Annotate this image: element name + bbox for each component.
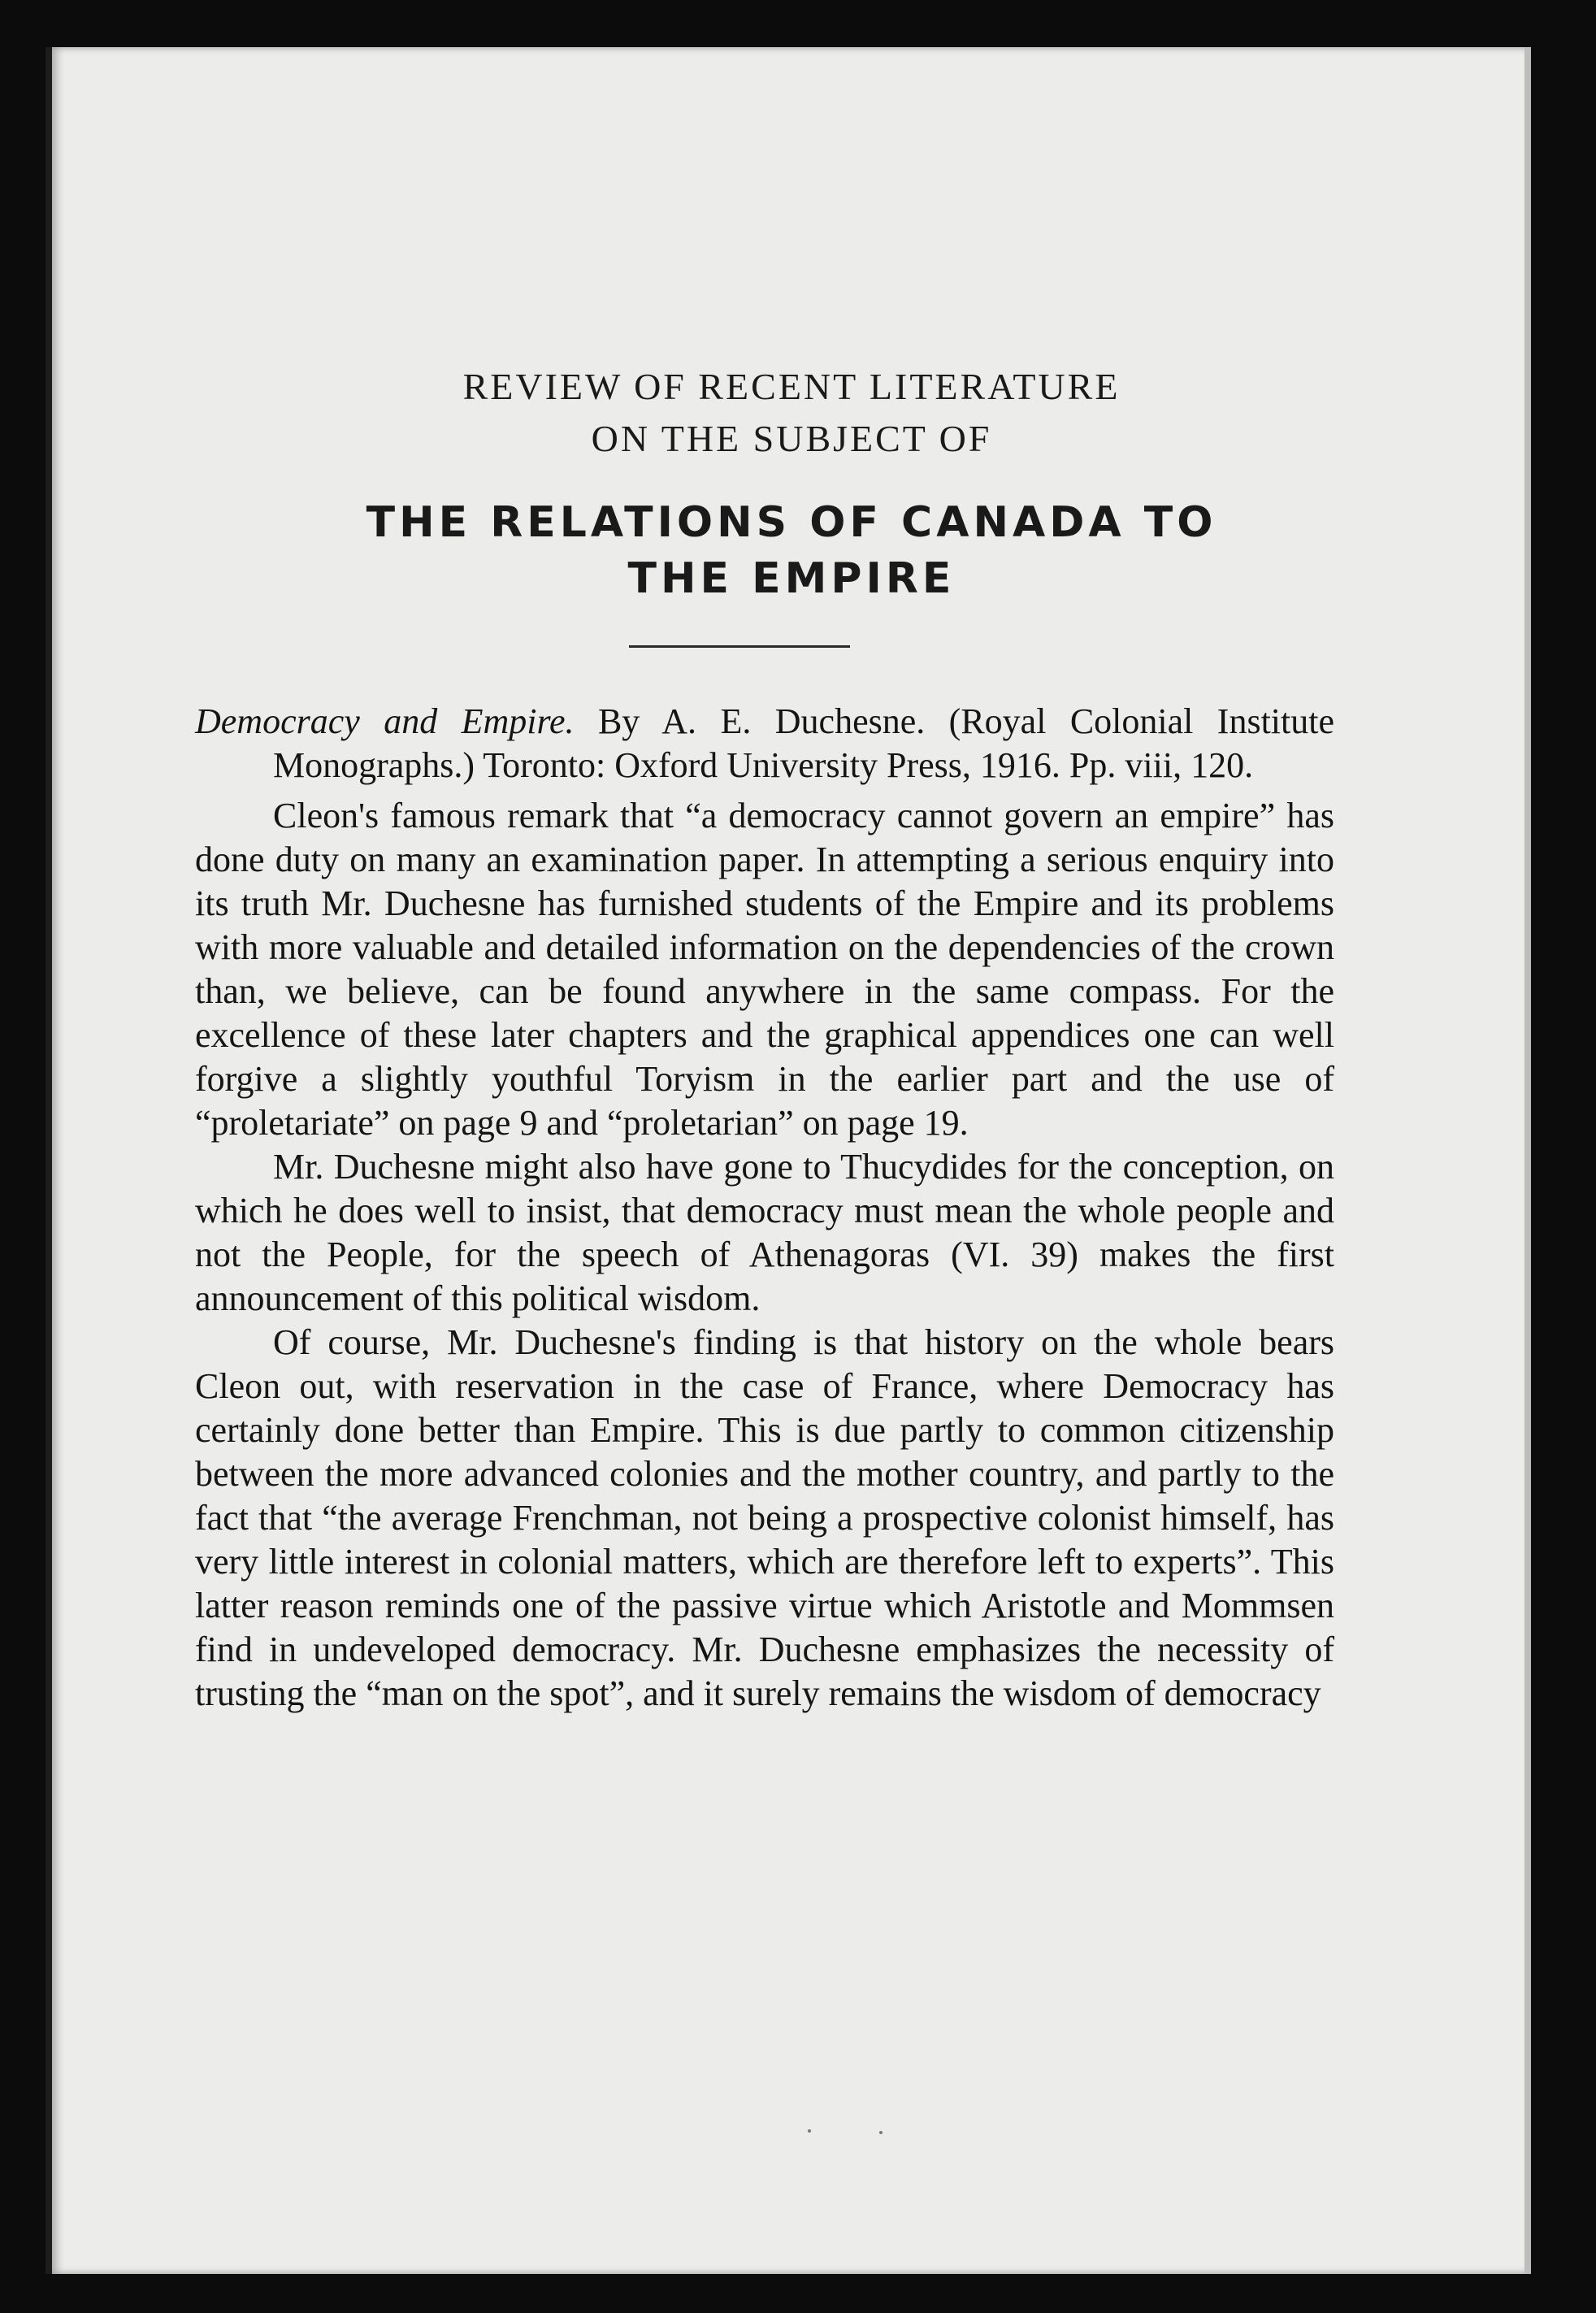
- document-page: [46, 47, 1531, 2274]
- page-smudge-marks: [808, 2128, 889, 2136]
- paragraph-3: Of course, Mr. Duchesne's finding is that history on the whole bears Cleon out, with reservation in the case of France, where Democracy has certainly done better than Empire. This is due partly to common citizenship between the more advanced colonies and the mother country, and partly to the fact that “the average Frenchman, not being a prospective colonist himself, has very little interest in colonial matters, which are therefore left to experts”. This latter reason reminds one of the passive virtue which Aristotle and Mommsen find in undeveloped democracy. Mr. Duchesne emphasizes the necessity of trusting the “man on the spot”, and it surely remains the wisdom of democracy: [195, 1322, 1334, 1713]
- page-title-line-2: THE EMPIRE: [627, 554, 956, 603]
- page-edge: [1524, 47, 1531, 2274]
- paragraph-2: Mr. Duchesne might also have gone to Thucydides for the conception, on which he does well to insist, that democracy must mean the whole people and not the People, for the speech of Athenagoras (VI. 39) makes the first announcement of this political wisdom.: [195, 1147, 1334, 1318]
- book-title: Democracy and Empire.: [195, 701, 575, 741]
- book-details: By A. E. Duchesne. (Royal Colonial Institute Monographs.) Toronto: Oxford University Press, 1916. Pp. viii, 120.: [273, 701, 1335, 785]
- review-kicker-line-1: REVIEW OF RECENT LITERATURE: [462, 366, 1121, 407]
- page-title-line-1: THE RELATIONS OF CANADA TO: [366, 498, 1217, 547]
- review-body: [195, 700, 1334, 1716]
- paragraph-1: Cleon's famous remark that “a democracy cannot govern an empire” has done duty on many an examination paper. In attempting a serious enquiry into its truth Mr. Duchesne has furnished students of the Empire and its problems with more valuable and detailed information on the dependencies of the crown than, we believe, can be found anywhere in the same compass. For the excellence of these later chapters and the graphical appendices one can well forgive a slightly youthful Toryism in the earlier part and the use of “proletariate” on page 9 and “proletarian” on page 19.: [195, 796, 1334, 1143]
- title-divider: [629, 645, 850, 648]
- book-citation: [195, 700, 1334, 788]
- review-kicker-line-2: ON THE SUBJECT OF: [591, 418, 992, 459]
